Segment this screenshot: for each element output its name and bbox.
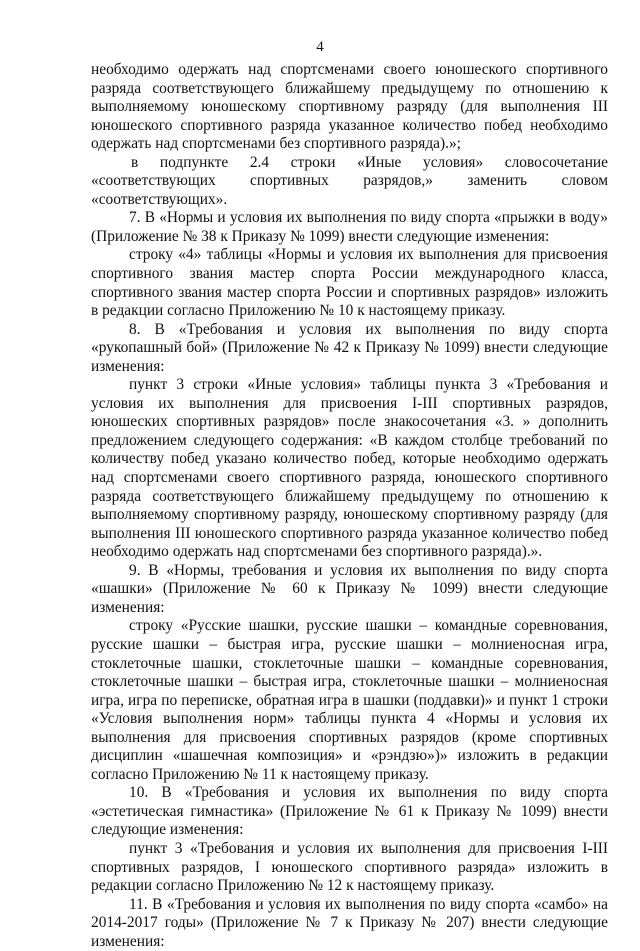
paragraph-item-9: 9. В «Нормы, требования и условия их выполнения по виду спорта «шашки» (Приложение № 60 к Приказу № 1099) внести следующие изменения: [91,561,608,616]
paragraph-item-9-body: строку «Русские шашки, русские шашки – командные соревнования, русские шашки – быстрая игра, русские шашки – молниеносная игра, стоклеточные шашки, стоклеточные шашки – командные соревнования, стоклеточные шашки – быстрая игра, стоклеточные шашки – молниеносная игра, игра по переписке, обратная игра в шашки (поддавки)» и пункт 1 строки «Условия выполнения норм» таблицы пункта 4 «Нормы и условия их выполнения для присвоения спортивных разрядов (кроме спортивных дисциплин «шашечная композиция» и «рэндзю»)» изложить в редакции согласно Приложению № 11 к настоящему приказу. [91,617,608,783]
paragraph-item-11: 11. В «Требования и условия их выполнения по виду спорта «самбо» на 2014-2017 годы» (Приложение № 7 к Приказу № 207) внести следующие изменения: [91,895,608,950]
document-body [91,61,608,951]
paragraph-item-10-body: пункт 3 «Требования и условия их выполнения для присвоения I-III спортивных разрядов, I юношеского спортивного разряда» изложить в редакции согласно Приложению № 12 к настоящему приказу. [91,839,608,895]
paragraph-item-7-body: строку «4» таблицы «Нормы и условия их выполнения для присвоения спортивного звания мастер спорта России международного класса, спортивного звания мастер спорта России и спортивных разрядов» изложить в редакции согласно Приложению № 10 к настоящему приказу. [91,246,608,320]
paragraph-item-8: 8. В «Требования и условия их выполнения по виду спорта «рукопашный бой» (Приложение № 42 к Приказу № 1099) внести следующие изменения: [91,320,608,375]
page-number: 4 [316,39,324,55]
paragraph-subpoint-2-4: в подпункте 2.4 строки «Иные условия» словосочетание «соответствующих спортивных разрядов,» заменить словом «соответствующих». [91,153,608,208]
paragraph-continuation: необходимо одержать над спортсменами своего юношеского спортивного разряда соответствующего ближайшему предыдущему по отношению к выполняемому юношескому спортивному разряду (для выполнения III юношеского спортивного разряда указанное количество побед необходимо одержать над спортсменами без спортивного разряда).»; [91,61,608,153]
paragraph-item-7: 7. В «Нормы и условия их выполнения по виду спорта «прыжки в воду» (Приложение № 38 к Приказу № 1099) внести следующие изменения: [91,209,608,245]
paragraph-item-8-body: пункт 3 строки «Иные условия» таблицы пункта 3 «Требования и условия их выполнения для присвоения I-III спортивных разрядов, юношеских спортивных разрядов» после знакосочетания «3. » дополнить предложением следующего содержания: «В каждом столбце требований по количеству побед указано количество побед, которые необходимо одержать над спортсменами своего спортивного разряда, юношеского спортивного разряда соответствующего ближайшему предыдущему по отношению к выполняемому спортивному разряду, юношескому спортивному разряду (для выполнения III юношеского спортивного разряда указанное количество побед необходимо одержать над спортсменами без спортивного разряда).». [91,376,608,561]
paragraph-item-10: 10. В «Требования и условия их выполнения по виду спорта «эстетическая гимнастика» (Приложение № 61 к Приказу № 1099) внести следующие изменения: [91,784,608,839]
